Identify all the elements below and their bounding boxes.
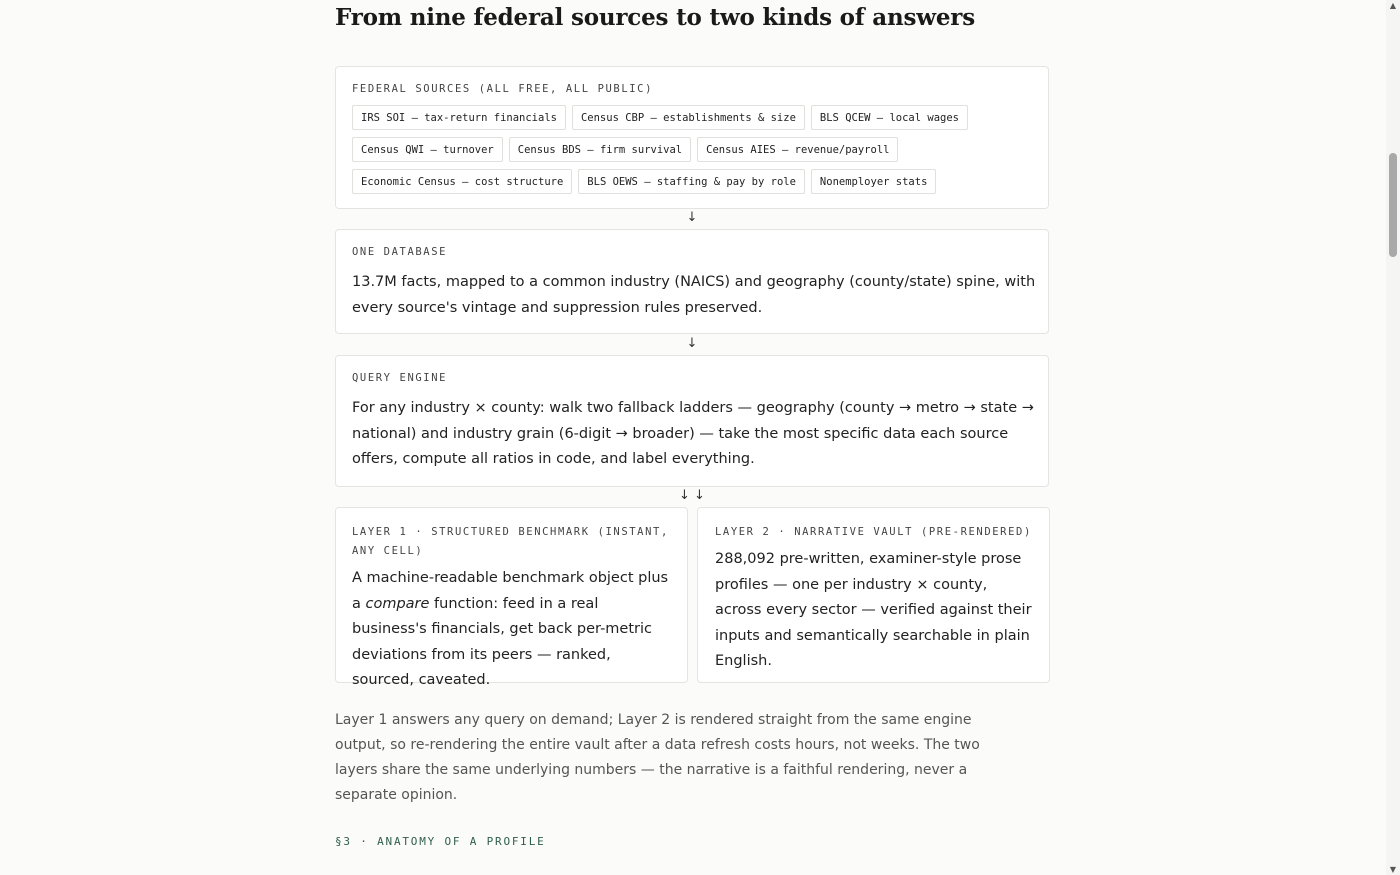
section-heading: From nine federal sources to two kinds of answers xyxy=(335,4,975,31)
source-chip-row xyxy=(352,105,1042,130)
source-chip-census-aies: Census AIES – revenue/payroll xyxy=(697,137,898,162)
page-scrollbar[interactable] xyxy=(1386,0,1400,875)
source-chip-row xyxy=(352,137,1042,162)
source-chip-list xyxy=(352,105,1042,201)
scroll-down-icon[interactable]: ▼ xyxy=(1389,865,1397,874)
source-chip-census-qwi: Census QWI – turnover xyxy=(352,137,503,162)
scrollbar-thumb[interactable] xyxy=(1389,153,1397,257)
layer1-card xyxy=(335,507,688,688)
layer1-description xyxy=(352,566,672,694)
layer1-label: LAYER 1 · STRUCTURED BENCHMARK (INSTANT, ANY CELL) xyxy=(352,526,669,557)
layer1-text-start: A machine-readable benchmark object plus a xyxy=(352,570,669,612)
source-chip-census-bds: Census BDS – firm survival xyxy=(509,137,691,162)
layers-footnote: Layer 1 answers any query on demand; Layer 2 is rendered straight from the same engine output, so re-rendering the entire vault after a data refresh costs hours, not weeks. The two layers share the same underlying numbers — the narrative is a faithful rendering, never a separate opinion. xyxy=(335,712,980,803)
scroll-up-icon[interactable]: ▲ xyxy=(1389,1,1397,10)
layer2-description: 288,092 pre-written, examiner-style prose profiles — one per industry × county, across every sector — verified against their inputs and semantically searchable in plain English. xyxy=(715,551,1032,669)
database-label: ONE DATABASE xyxy=(352,246,448,258)
source-chip-economic-census: Economic Census – cost structure xyxy=(352,169,572,194)
query-engine-card xyxy=(335,355,1049,487)
next-section-label: §3 · ANATOMY OF A PROFILE xyxy=(335,835,546,848)
database-description: 13.7M facts, mapped to a common industry (NAICS) and geography (county/state) spine, with every source's vintage and suppression rules preserved. xyxy=(352,274,1036,316)
federal-sources-label: FEDERAL SOURCES (ALL FREE, ALL PUBLIC) xyxy=(352,83,654,95)
query-engine-description: For any industry × county: walk two fallback ladders — geography (county → metro → state → national) and industry grain (6-digit → broader) — take the most specific data each source offers, compute all ratios in code, and label everything. xyxy=(352,400,1034,467)
source-chip-census-cbp: Census CBP – establishments & size xyxy=(572,105,805,130)
source-chip-nonemployer: Nonemployer stats xyxy=(811,169,936,194)
flow-arrow-down-icon: ↓ xyxy=(686,210,698,225)
layer2-card xyxy=(697,507,1050,683)
source-chip-irs-soi: IRS SOI – tax-return financials xyxy=(352,105,566,130)
flow-arrow-down-icon: ↓ xyxy=(686,336,698,351)
flow-arrow-split-icon: ↓ ↓ xyxy=(679,488,705,503)
federal-sources-card xyxy=(335,66,1049,209)
query-engine-label: QUERY ENGINE xyxy=(352,372,448,384)
database-card xyxy=(335,229,1049,334)
layer2-label: LAYER 2 · NARRATIVE VAULT (PRE-RENDERED) xyxy=(715,526,1032,538)
source-chip-bls-qcew: BLS QCEW – local wages xyxy=(811,105,968,130)
source-chip-row xyxy=(352,169,1042,194)
source-chip-bls-oews: BLS OEWS – staffing & pay by role xyxy=(578,169,805,194)
layer1-text-compare: compare xyxy=(365,595,430,612)
layer1-text-end: function: feed in a real business's financials, get back per-metric deviations from its peers — ranked, sourced, caveated. xyxy=(352,595,653,688)
